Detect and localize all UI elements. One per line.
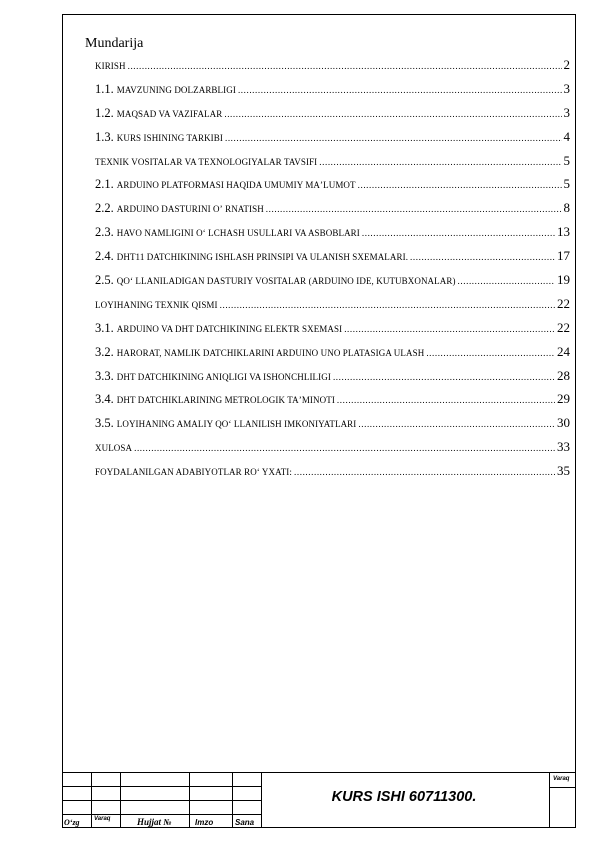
- toc-dot-leader: [225, 133, 562, 143]
- stamp-divider: [549, 773, 550, 828]
- toc-entry-page: 22: [557, 319, 570, 335]
- toc-dot-leader: [358, 419, 555, 429]
- toc-entry-page: 3: [563, 104, 570, 120]
- toc-entry-page: 2: [563, 57, 570, 72]
- document-code-title: KURS ISHI 60711300.: [331, 789, 477, 805]
- toc-dot-leader: [266, 204, 562, 214]
- toc-dot-leader: [319, 157, 561, 167]
- toc-entry[interactable]: [95, 224, 570, 248]
- toc-entry[interactable]: [95, 153, 570, 177]
- toc-entry-number: 2.3.: [95, 225, 114, 240]
- toc-entry-page: 4: [563, 128, 570, 144]
- toc-entry-page: 24: [557, 343, 570, 359]
- toc-entry-number: 3.5.: [95, 416, 114, 431]
- toc-entry[interactable]: [95, 272, 570, 296]
- toc-entry[interactable]: [95, 200, 570, 224]
- toc-entry-number: 2.5.: [95, 273, 114, 288]
- toc-heading: Mundarija: [85, 36, 144, 51]
- toc-entry-number: 1.1.: [95, 81, 114, 96]
- toc-entry-page: 17: [557, 248, 570, 264]
- toc-dot-leader: [362, 228, 555, 238]
- stamp-row-line: [62, 814, 261, 815]
- toc-entry-page: 5: [563, 176, 570, 192]
- toc-dot-leader: [333, 372, 555, 382]
- toc-entry-title: FOYDALANILGAN ADABIYOTLAR ROʻ YXATI:: [95, 467, 293, 478]
- stamp-row-line: [62, 800, 261, 801]
- toc-entry[interactable]: [95, 463, 570, 487]
- toc-entry-title: XULOSA: [95, 443, 133, 454]
- toc-entry-page: 5: [563, 152, 570, 168]
- toc-entry-page: 35: [557, 463, 570, 479]
- toc-dot-leader: [344, 324, 555, 334]
- toc-entry[interactable]: [95, 320, 570, 344]
- title-block: [62, 772, 576, 828]
- toc-entry-number: 2.4.: [95, 249, 114, 264]
- toc-entry-page: 28: [557, 367, 570, 383]
- toc-entry[interactable]: [95, 344, 570, 368]
- toc-entry-title: KURS ISHINING TARKIBI: [116, 132, 223, 143]
- stamp-ozg-label: O‘zg: [64, 818, 80, 827]
- toc-dot-leader: [410, 252, 555, 262]
- toc-entry-number: 1.2.: [95, 105, 114, 120]
- toc-entry[interactable]: [95, 81, 570, 105]
- toc-entry-number: 3.2.: [95, 344, 114, 359]
- toc-entry-title: ARDUINO DASTURINI Oʼ RNATISH: [116, 204, 264, 215]
- stamp-imzo-label: Imzo: [195, 818, 214, 827]
- toc-entry[interactable]: [95, 57, 570, 81]
- toc-entry[interactable]: [95, 439, 570, 463]
- stamp-varaq-label: Varaq: [94, 816, 111, 822]
- toc-entry-title: TEXNIK VOSITALAR VA TEXNOLOGIYALAR TAVSIFI: [95, 156, 318, 167]
- toc-entry-title: LOYIHANING AMALIY QOʻ LLANILISH IMKONIYATLARI: [116, 419, 357, 430]
- toc-entry[interactable]: [95, 105, 570, 129]
- toc-entry-title: ARDUINO VA DHT DATCHIKINING ELEKTR SXEMASI: [116, 323, 343, 334]
- toc-dot-leader: [238, 85, 562, 95]
- toc-entry[interactable]: [95, 415, 570, 439]
- toc-entry-title: HAVO NAMLIGINI Oʻ LCHASH USULLARI VA ASBOBLARI: [116, 228, 360, 239]
- toc-entry-title: HARORAT, NAMLIK DATCHIKLARINI ARDUINO UNO PLATASIGA ULASH: [116, 347, 425, 358]
- toc-entry-page: 29: [557, 391, 570, 407]
- stamp-row-line: [62, 786, 261, 787]
- toc-entry-page: 3: [563, 80, 570, 96]
- toc-entry[interactable]: [95, 296, 570, 320]
- toc-dot-leader: [337, 395, 555, 405]
- toc-entry-title: ARDUINO PLATFORMASI HAQIDA UMUMIY MAʼLUMOT: [116, 180, 356, 191]
- toc-entry-number: 2.1.: [95, 177, 114, 192]
- toc-entry-title: DHT DATCHIKINING ANIQLIGI VA ISHONCHLILIGI: [116, 371, 331, 382]
- toc-entry[interactable]: [95, 176, 570, 200]
- toc-dot-leader: [134, 443, 555, 453]
- stamp-sana-label: Sana: [235, 818, 255, 827]
- toc-dot-leader: [426, 348, 555, 358]
- toc-entry-page: 22: [557, 295, 570, 311]
- stamp-row-line: [549, 787, 576, 788]
- toc-entry-page: 8: [563, 200, 570, 216]
- toc-entry-number: 1.3.: [95, 129, 114, 144]
- toc-dot-leader: [220, 300, 555, 310]
- toc-entry-page: 19: [557, 272, 570, 288]
- toc-dot-leader: [128, 61, 562, 71]
- toc-dot-leader: [294, 467, 555, 477]
- toc-entry[interactable]: [95, 129, 570, 153]
- toc-entry-number: 2.2.: [95, 201, 114, 216]
- toc-entry-page: 33: [557, 439, 570, 455]
- toc-entry-number: 3.4.: [95, 392, 114, 407]
- toc-entry-number: 3.1.: [95, 320, 114, 335]
- toc-dot-leader: [358, 180, 562, 190]
- toc-entry-title: QOʻ LLANILADIGAN DASTURIY VOSITALAR (ARDUINO IDE, KUTUBXONALAR): [116, 276, 456, 287]
- toc-entry-title: DHT11 DATCHIKINING ISHLASH PRINSIPI VA ULANISH SXEMALARI.: [116, 252, 409, 263]
- toc-entry-page: 30: [557, 415, 570, 431]
- stamp-sheet-label: Varaq: [553, 776, 570, 782]
- stamp-hujjat-label: Hujjat №: [137, 817, 172, 827]
- toc-entry-title: MAQSAD VA VAZIFALAR: [116, 108, 223, 119]
- toc-entry-page: 13: [557, 224, 570, 240]
- toc-entry-title: KIRISH: [95, 61, 126, 71]
- toc-entry-title: MAVZUNING DOLZARBLIGI: [116, 84, 236, 95]
- toc-entry-number: 3.3.: [95, 368, 114, 383]
- toc-entry-title: LOYIHANING TEXNIK QISMI: [95, 299, 218, 310]
- toc-entry[interactable]: [95, 368, 570, 392]
- toc-dot-leader: [458, 276, 555, 286]
- toc-dot-leader: [224, 109, 561, 119]
- toc-entry[interactable]: [95, 248, 570, 272]
- toc-entry-title: DHT DATCHIKLARINING METROLOGIK TAʼMINOTI: [116, 395, 335, 406]
- toc-entry[interactable]: [95, 391, 570, 415]
- table-of-contents: [95, 57, 570, 487]
